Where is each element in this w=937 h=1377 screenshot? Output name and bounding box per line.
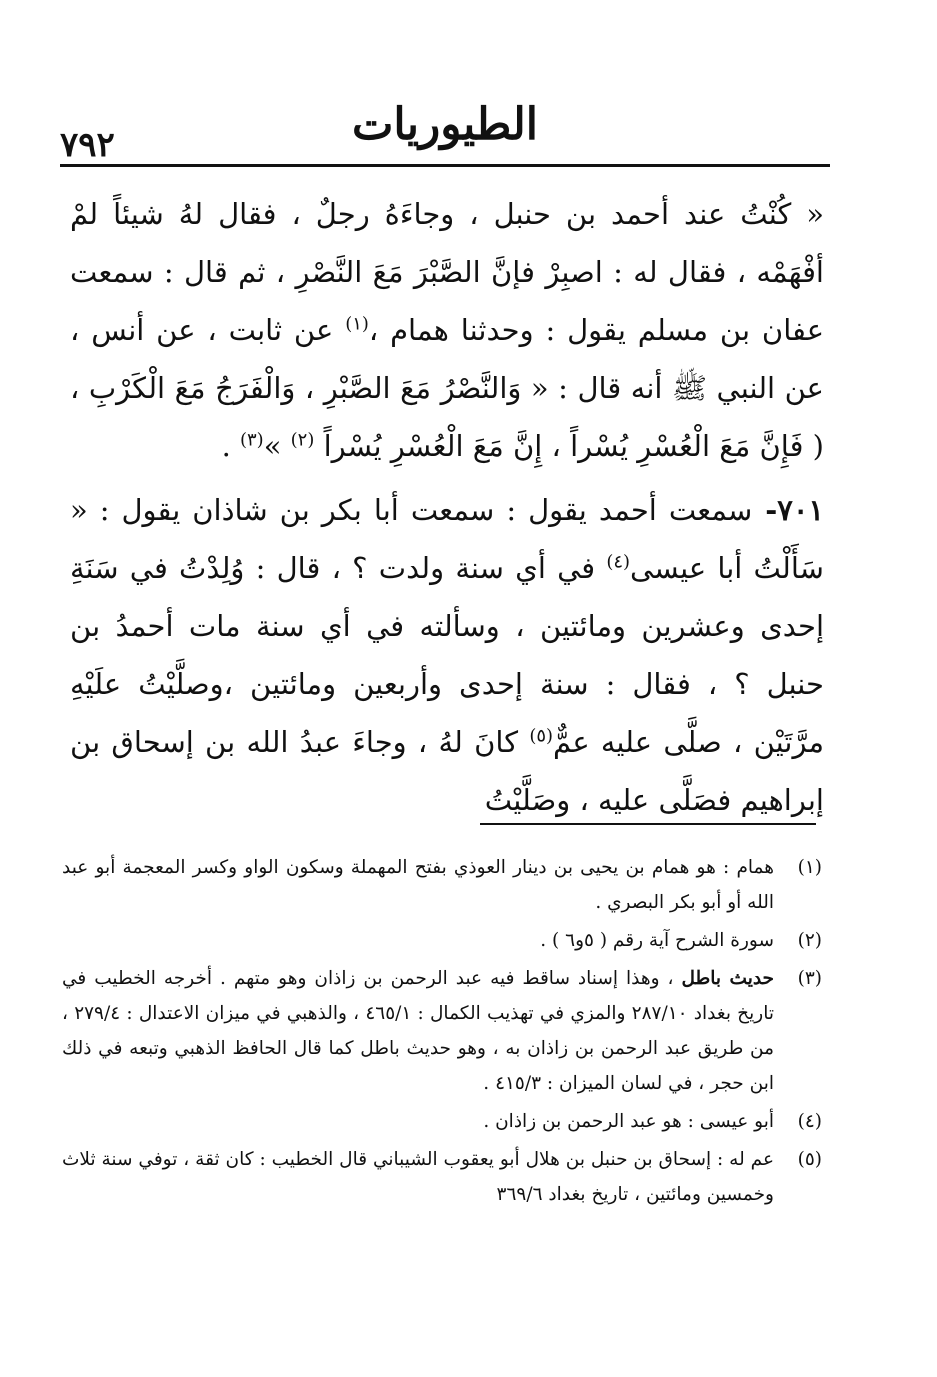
- paragraph-701: [70, 481, 824, 829]
- para1-quote-close: »: [263, 429, 291, 463]
- para1-text-b: عن ثابت ، عن أنس ، عن النبي ﷺ أنه قال : « وَالنَّصْرُ مَعَ الصَّبْرِ ، وَالْفَرَجُ مَعَ الْكَرْبِ ، ( فَإِنَّ مَعَ الْعُسْرِ يُسْراً ، إِنَّ مَعَ الْعُسْرِ يُسْراً: [70, 313, 824, 463]
- running-title: الطيوريات: [351, 99, 539, 150]
- hadith-number: ٧٠١-: [752, 493, 824, 527]
- footnote-text: ، وهذا إسناد ساقط فيه عبد الرحمن بن زاذان وهو متهم . أخرجه الخطيب في تاريخ بغداد ٢٨٧/١٠ والمزي في تهذيب الكمال : ٤٦٥/١ ، والذهبي في ميزان الاعتدال : ٢٧٩/٤ ، من طريق عبد الرحمن بن زاذان به ، وهو حديث باطل كما قال الحافظ الذهبي وتبعه في ذلك ابن حجر ، في لسان الميزان : ٤١٥/٣ .: [62, 968, 774, 1094]
- para2-text-c: كانَ لهُ ، وجاءَ عبدُ الله بن إسحاق بن إبراهيم فصَلَّى عليه ، وصَلَّيْتُ: [70, 725, 824, 817]
- para2-text-b: في أي سنة ولدت ؟ ، قال : وُلِدْتُ في سَنَةِ إحدى وعشرين ومائتين ، وسألته في أي سنة مات أحمدُ بن حنبل ؟ ، فقال : سنة إحدى وأربعين ومائتين ،وصلَّيْتُ علَيْهِ مرَّتَيْن ، صلَّى عليه عمٌّ: [70, 551, 824, 759]
- footnote-2: [62, 923, 822, 958]
- footnote-text: عم له : إسحاق بن حنبل بن هلال أبو يعقوب الشيباني قال الخطيب : كان ثقة ، توفي سنة ثلاث وخمسين ومائتين ، تاريخ بغداد ٣٦٩/٦: [62, 1149, 774, 1205]
- footnotes: [62, 850, 822, 1215]
- page-number: ٧٩٢: [60, 125, 115, 165]
- footnote-ref-1: (١): [345, 313, 369, 335]
- footnote-marker: (١): [797, 857, 822, 878]
- para1-text-a: « كُنْتُ عند أحمد بن حنبل ، وجاءَهُ رجلٌ ، فقال لهُ شيئاً لمْ أفْهَمْه ، فقال له : اصبِرْ فإنَّ الصَّبْرَ مَعَ النَّصْرِ ، ثم قال : سمعت عفان بن مسلم يقول : وحدثنا همام ،: [70, 197, 825, 347]
- footnote-3: [62, 961, 822, 1101]
- page-header: [60, 95, 830, 167]
- footnote-marker: (٤): [797, 1111, 822, 1132]
- footnote-ref-3: (٣): [240, 429, 264, 451]
- footnote-4: [62, 1104, 822, 1139]
- footnote-5: [62, 1142, 822, 1212]
- footnote-1: [62, 850, 822, 920]
- footnote-verdict: حديث باطل: [681, 968, 774, 989]
- footnote-marker: (٣): [797, 968, 822, 989]
- footnote-ref-2: (٢): [290, 429, 315, 451]
- main-text: [70, 185, 824, 829]
- para2-text-a: سمعت أحمد يقول : سمعت أبا بكر بن شاذان يقول : « سَأَلْتُ أبا عيسى: [70, 493, 824, 585]
- para1-end: .: [221, 429, 240, 463]
- header-rule: [60, 164, 830, 167]
- footnote-marker: (٥): [797, 1149, 822, 1170]
- footnote-ref-5: (٥): [529, 725, 554, 747]
- footnote-text: همام : هو همام بن يحيى بن دينار العوذي بفتح المهملة وسكون الواو وكسر المعجمة أبو عبد الله أو أبو بكر البصري .: [62, 857, 774, 913]
- footnote-text: أبو عيسى : هو عبد الرحمن بن زاذان .: [483, 1111, 774, 1132]
- footnote-separator: [480, 823, 816, 825]
- footnote-marker: (٢): [797, 930, 822, 951]
- footnote-text: سورة الشرح آية رقم ( ٥و٦ ) .: [540, 930, 774, 951]
- footnote-ref-4: (٤): [606, 551, 631, 573]
- paragraph-1: [70, 185, 824, 475]
- footnote-text-wrapper: [62, 961, 774, 1101]
